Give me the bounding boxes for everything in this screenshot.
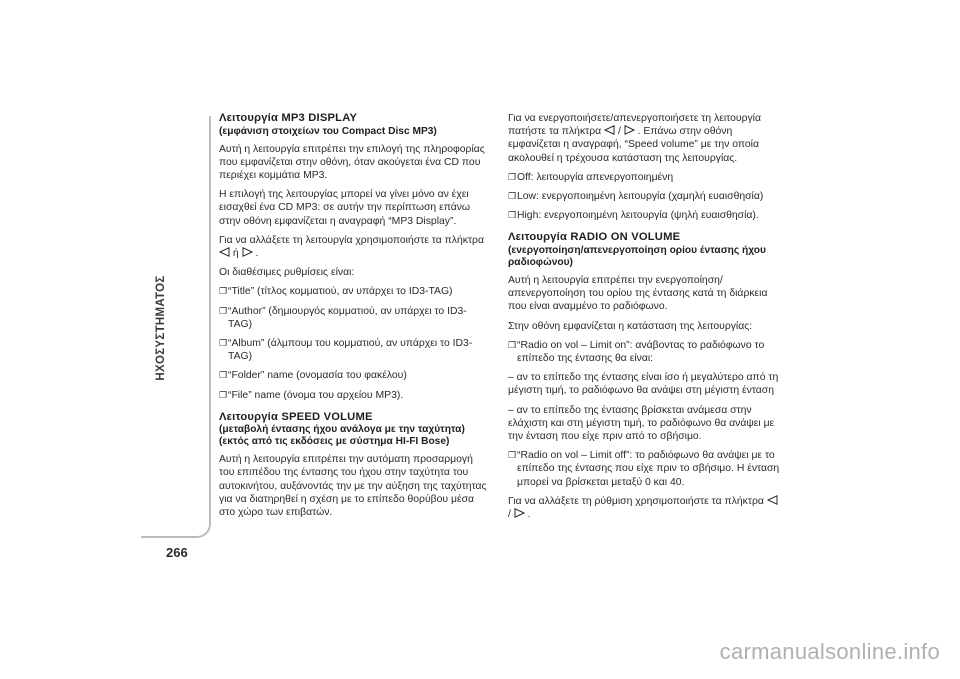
speed-volume-subheading-2: (εκτός από τις εκδόσεις με σύστημα HI-FI Bose) [219, 436, 450, 448]
checkbox-bullet-icon: ❐ [508, 171, 517, 182]
mp3-paragraph-2: Η επιλογή της λειτουργίας μπορεί να γίνει μόνο αν έχει εισαχθεί ένα CD MP3: σε αυτήν την περίπτωση επάνω στην οθόνη εμφανίζεται η αναγραφή “MP3 Display”. [219, 189, 471, 227]
list-item: ❐ “Author” (δημιουργός κομματιού, αν υπάρχει το ID3-TAG) [219, 305, 467, 330]
radio-dash-item-1: – αν το επίπεδο της έντασης είναι ίσο ή μεγαλύτερο από τη μέγιστη τιμή, το ραδιόφωνο θα ανάψει στη μέγιστη ένταση [508, 372, 779, 397]
checkbox-bullet-icon: ❐ [508, 450, 517, 461]
checkbox-bullet-icon: ❐ [219, 305, 228, 316]
list-item: ❐ “Radio on vol – Limit on”: ανάβοντας το ραδιόφωνο το επίπεδο της έντασης θα είναι: [508, 339, 765, 364]
triangle-right-icon [242, 247, 253, 257]
speed-volume-subheading: (μεταβολή έντασης ήχου ανάλογα με την ταχύτητα) [219, 424, 465, 436]
speed-volume-heading: Λειτουργία SPEED VOLUME [219, 410, 373, 423]
triangle-right-icon [514, 508, 525, 518]
mp3-paragraph-4: Οι διαθέσιμες ρυθμίσεις είναι: [219, 267, 355, 279]
triangle-left-icon [767, 495, 778, 505]
checkbox-bullet-icon: ❐ [508, 339, 517, 350]
checkbox-bullet-icon: ❐ [508, 210, 517, 221]
right-column [508, 112, 780, 527]
list-item: ❐ “Radio on vol – Limit off”: το ραδιόφωνο θα ανάψει με το επίπεδο της έντασης που είχε πριν το σβήσιμο. Η ένταση μπορεί να βρίσκεται μεταξύ 0 και 40. [508, 450, 780, 488]
checkbox-bullet-icon: ❐ [219, 370, 228, 381]
list-item: ❐ Low: ενεργοποιημένη λειτουργία (χαμηλή ευαισθησία) [508, 191, 764, 203]
radio-on-volume-heading: Λειτουργία RADIO ON VOLUME [508, 231, 681, 244]
mp3-display-heading: Λειτουργία MP3 DISPLAY [219, 112, 358, 124]
sidebar-frame [141, 116, 211, 538]
radio-dash-item-2: – αν το επίπεδο της έντασης βρίσκεται ανάμεσα στην ελάχιστη και στη μέγιστη τιμή, το ραδιόφωνο θα ανάψει με την ένταση που είχε πριν από το σβήσιμο. [508, 404, 775, 442]
triangle-left-icon [219, 247, 230, 257]
list-item: ❐ “Title” (τίτλος κομματιού, αν υπάρχει το ID3-TAG) [219, 286, 453, 298]
list-item: ❐ High: ενεργοποιημένη λειτουργία (ψηλή ευαισθησία). [508, 210, 759, 222]
radio-on-volume-subheading: (ενεργοποίηση/απενεργοποίηση ορίου έντασης ήχου ραδιοφώνου) [508, 244, 766, 268]
watermark: carmanualsonline.info [719, 639, 940, 664]
speed-paragraph-1: Αυτή η λειτουργία επιτρέπει την αυτόματη προσαρμογή του επιπέδου της έντασης του ήχου στην ταχύτητα του αυτοκινήτου, αυξάνοντάς την με την αύξηση της ταχύτητας για να διατηρηθεί η σχέση με το επίπεδο θορύβου μέσα στο χώρο των επιβατών. [219, 454, 487, 519]
list-item: ❐ “Folder” name (ονομασία του φακέλου) [219, 370, 407, 382]
page-number: 266 [166, 545, 188, 560]
mp3-display-subheading: (εμφάνιση στοιχείων του Compact Disc MP3) [219, 125, 437, 137]
list-item: ❐ “Album” (άλμπουμ του κομματιού, αν υπάρχει το ID3-TAG) [219, 337, 473, 363]
list-item: ❐ Off: λειτουργία απενεργοποιημένη [508, 171, 674, 183]
checkbox-bullet-icon: ❐ [219, 389, 228, 400]
triangle-left-icon [604, 125, 615, 135]
radio-paragraph-1: Αυτή η λειτουργία επιτρέπει την ενεργοποίηση/απενεργοποίηση του ορίου της έντασης κατά τη διάρκεια που είναι αναμμένο το ραδιόφωνο. [508, 274, 768, 313]
checkbox-bullet-icon: ❐ [508, 191, 517, 202]
mp3-paragraph-1: Αυτή η λειτουργία επιτρέπει την επιλογή της πληροφορίας που εμφανίζεται στην οθόνη, όταν ακούγεται ένα CD που περιέχει κομμάτια MP3. [219, 143, 485, 181]
mp3-paragraph-3: Για να αλλάξετε τη λειτουργία χρησιμοποιήστε τα πλήκτρα ή . [219, 234, 484, 259]
checkbox-bullet-icon: ❐ [219, 286, 228, 297]
triangle-right-icon [624, 125, 635, 135]
list-item: ❐ “File” name (όνομα του αρχείου MP3). [219, 389, 404, 401]
speed-intro-paragraph: Για να ενεργοποιήσετε/απενεργοποιήσετε τη λειτουργία πατήστε τα πλήκτρα / . Επάνω στην οθόνη εμφανίζεται η αναγραφή, “Speed volume” με την οποία ακολουθεί η τρέχουσα κατάσταση της λειτουργίας. [508, 113, 761, 164]
left-column [219, 112, 489, 525]
section-label-text: ΗΧΟΣΥΣΤΗΜΑΤΟΣ [155, 275, 167, 381]
checkbox-bullet-icon: ❐ [219, 337, 228, 348]
radio-paragraph-3: Για να αλλάξετε τη ρύθμιση χρησιμοποιήστε τα πλήκτρα / . [508, 495, 780, 521]
radio-paragraph-2: Στην οθόνη εμφανίζεται η κατάσταση της λειτουργίας: [508, 320, 753, 332]
